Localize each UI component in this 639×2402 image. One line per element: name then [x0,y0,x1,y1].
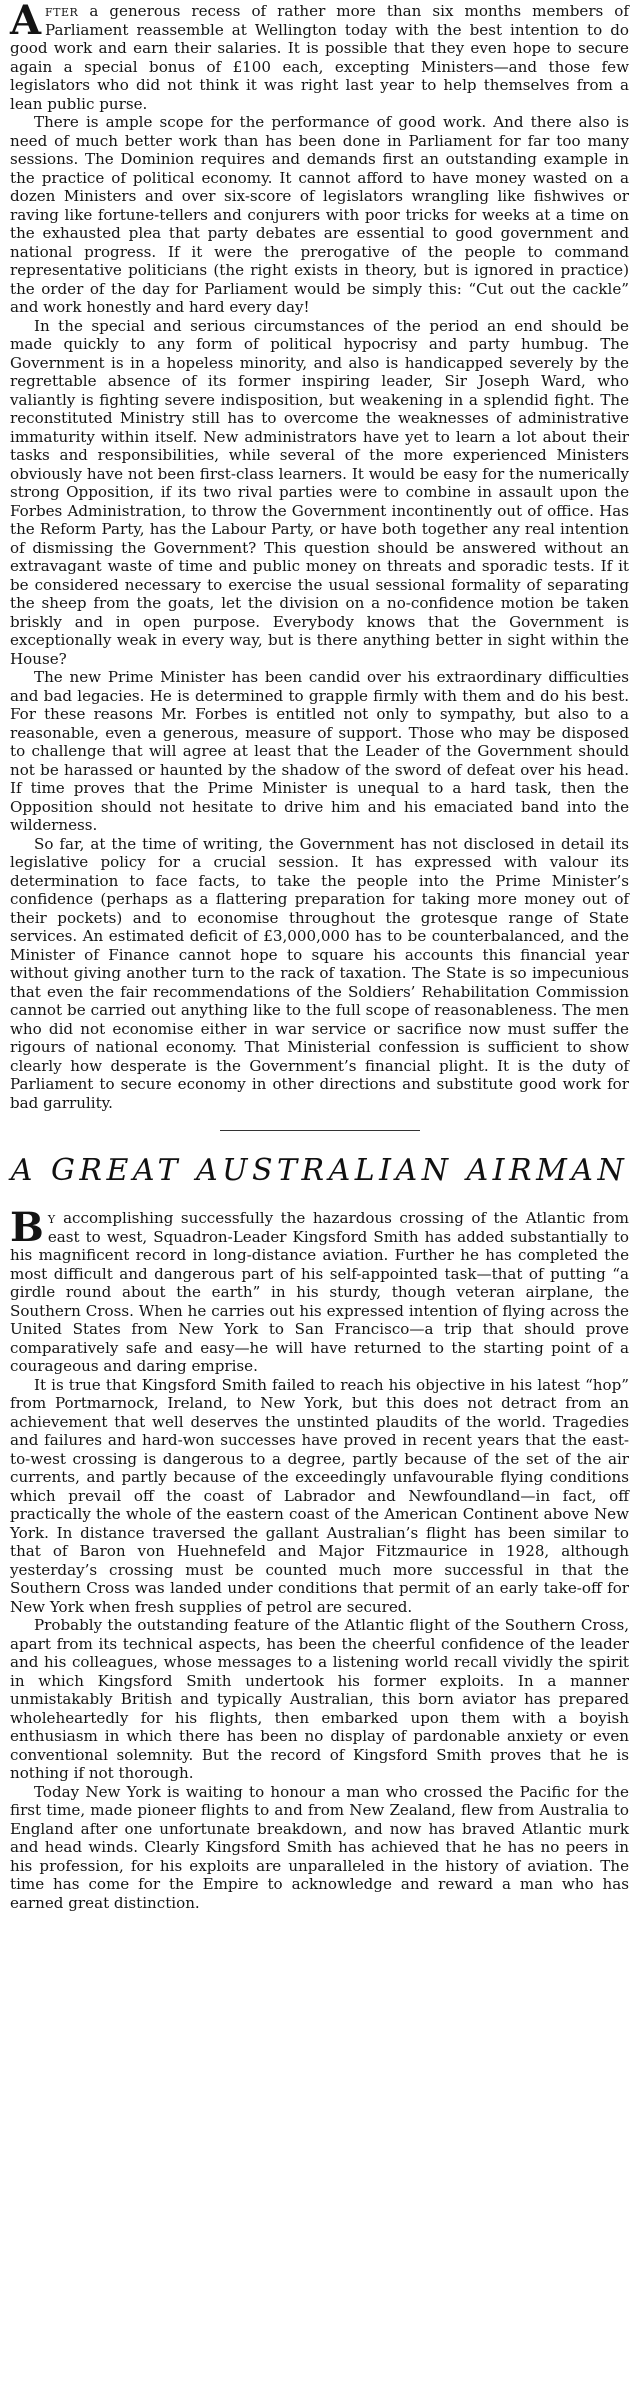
article-paragraph [10,1204,629,1376]
drop-cap: B [10,1204,44,1251]
editorial-section [10,2,629,1112]
article-paragraph: It is true that Kingsford Smith failed to reach his objective in his latest “hop” from Portmarnock, Ireland, to New York, but this does not detract from an achievement that well deserves the unstinted plaudits of the world. Tragedies and failures and hard-won successes have proved in recent years that the east-to-west crossing is dangerous to a degree, partly because of the set of the air currents, and partly because of the exceedingly unfavourable flying conditions which prevail off the coast of Labrador and Newfoundland—in fact, off practically the whole of the eastern coast of the American Continent above New York. In distance traversed the gallant Australian’s flight has been similar to that of Baron von Huehnefeld and Major Fitzmaurice in 1928, although yesterday’s crossing must be counted much more successful in that the Southern Cross was landed under conditions that permit of an early take-off for New York when fresh supplies of petrol are secured. [10,1375,629,1616]
article-headline: A GREAT AUSTRALIAN AIRMAN [10,1153,629,1188]
article-section [10,1153,629,1912]
newspaper-page [10,0,629,1912]
editorial-paragraph: In the special and serious circumstances of the period an end should be made quickly to any form of political hypocrisy and party humbug. The Government is in a hopeless minority, and also is handicapped severely by the regrettable absence of its former inspiring leader, Sir Joseph Ward, who valiantly is fighting severe indisposition, but weakening in a splendid fight. The reconstituted Ministry still has to overcome the weaknesses of administrative immaturity within itself. New administrators have yet to learn a lot about their tasks and responsibilities, while several of the more experienced Ministers obviously have not been first-class learners. It would be easy for the numerically strong Opposition, if its two rival parties were to combine in assault upon the Forbes Administration, to throw the Government incontinently out of office. Has the Reform Party, has the Labour Party, or have both together any real intention of dismissing the Government? This question should be answered without an extravagant waste of time and public money on threats and sporadic tests. If it be considered necessary to exercise the usual sessional formality of separating the sheep from the goats, let the division on a no-confidence motion be taken briskly and in open purpose. Everybody knows that the Government is exceptionally weak in every way, but is there anything better in sight within the House? [10,316,629,668]
article-paragraph: Probably the outstanding feature of the Atlantic flight of the Southern Cross, apart from its technical aspects, has been the cheerful confidence of the leader and his colleagues, whose messages to a listening world recall vividly the spirit in which Kingsford Smith undertook his former exploits. In a manner unmistakably British and typically Australian, this born aviator has prepared wholeheartedly for his flights, then embarked upon them with a boyish enthusiasm in which there has been no display of pardonable anxiety or even conventional solemnity. But the record of Kingsford Smith proves that he is nothing if not thorough. [10,1616,629,1782]
drop-cap: A [10,0,42,44]
article-paragraph: Today New York is waiting to honour a man who crossed the Pacific for the first time, made pioneer flights to and from New Zealand, flew from Australia to England after one unfortunate breakdown, and now has braved Atlantic murk and head winds. Clearly Kingsford Smith has achieved that he has no peers in his profession, for his exploits are unparalleled in the history of aviation. The time has come for the Empire to acknowledge and reward a man who has earned great distinction. [10,1782,629,1912]
editorial-paragraph: The new Prime Minister has been candid over his extraordinary difficulties and bad legacies. He is determined to grapple firmly with them and do his best. For these reasons Mr. Forbes is entitled not only to sympathy, but also to a reasonable, even a generous, measure of support. Those who may be disposed to challenge that will agree at least that the Leader of the Government should not be harassed or haunted by the shadow of the sword of defeat over his head. If time proves that the Prime Minister is unequal to a hard task, then the Opposition should not hesitate to drive him and his emaciated band into the wilderness. [10,668,629,834]
section-divider [220,1130,420,1131]
paragraph-text: a generous recess of rather more than six months members of Parliament reassemble at Wellington today with the best intention to do good work and earn their salaries. It is possible that they even hope to secure again a special bonus of £100 each, excepting Ministers—and those few legislators who did not think it was right last year to help themselves from a lean public purse. [10,2,629,113]
small-caps-lead: fter [45,2,79,20]
paragraph-text: accomplishing successfully the hazardous crossing of the Atlantic from east to west, Squadron-Leader Kingsford Smith has added substantially to his magnificent record in long-distance aviation. Further he has completed the most difficult and dangerous part of his self-appointed task—that of putting “a girdle round about the earth” in his sturdy, though veteran airplane, the Southern Cross. When he carries out his expressed intention of flying across the United States from New York to San Francisco—a trip that should prove comparatively safe and easy—he will have returned to the starting point of a courageous and daring emprise. [10,1209,629,1375]
editorial-paragraph: There is ample scope for the performance of good work. And there also is need of much better work than has been done in Parliament for far too many sessions. The Dominion requires and demands first an outstanding example in the practice of political economy. It cannot afford to have money wasted on a dozen Ministers and over six-score of legislators wrangling like fishwives or raving like fortune-tellers and conjurers with poor tricks for weeks at a time on the exhausted plea that party debates are essential to good government and national progress. If it were the prerogative of the people to command representative politicians (the right exists in theory, but is ignored in practice) the order of the day for Parliament would be simply this: “Cut out the cackle” and work honestly and hard every day! [10,113,629,316]
editorial-paragraph: So far, at the time of writing, the Government has not disclosed in detail its legislative policy for a crucial session. It has expressed with valour its determination to face facts, to take the people into the Prime Minister’s confidence (perhaps as a flattering preparation for taking more money out of their pockets) and to economise throughout the grotesque range of State services. An estimated deficit of £3,000,000 has to be counterbalanced, and the Minister of Finance cannot hope to square his accounts this financial year without giving another turn to the rack of taxation. The State is so impecunious that even the fair recommendations of the Soldiers’ Rehabilitation Commission cannot be carried out anything like to the full scope of reasonableness. The men who did not economise either in war service or sacrifice now must suffer the rigours of national economy. That Ministerial confession is sufficient to show clearly how desperate is the Government’s financial plight. It is the duty of Parliament to secure economy in other directions and substitute good work for bad garrulity. [10,834,629,1112]
editorial-paragraph [10,2,629,113]
small-caps-lead: y [47,1209,56,1227]
